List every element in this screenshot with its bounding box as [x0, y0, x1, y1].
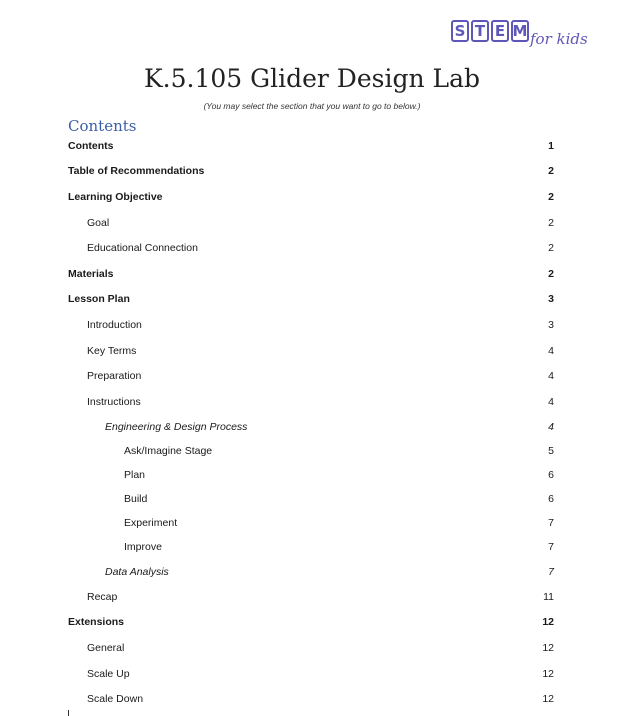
toc-entry-label: Recap	[87, 591, 118, 603]
toc-entry-label: Learning Objective	[68, 191, 163, 203]
toc-entry[interactable]	[0, 317, 624, 333]
toc-entry-label: Data Analysis	[105, 566, 169, 578]
toc-entry-page-number: 2	[548, 268, 554, 280]
toc-entry[interactable]	[0, 589, 624, 605]
toc-entry[interactable]	[0, 467, 624, 483]
document-title: K.5.105 Glider Design Lab	[143, 64, 481, 93]
toc-entry-page-number: 11	[543, 591, 554, 603]
toc-entry[interactable]	[0, 215, 624, 231]
logo-letter: T	[471, 20, 489, 42]
toc-entry[interactable]	[0, 443, 624, 459]
toc-entry-page-number: 12	[542, 642, 554, 654]
toc-entry[interactable]	[0, 419, 624, 435]
toc-entry[interactable]	[0, 394, 624, 410]
toc-entry-page-number: 7	[548, 541, 554, 553]
toc-entry-label: Instructions	[87, 396, 141, 408]
logo-tagline: for kids	[530, 30, 588, 48]
toc-entry[interactable]	[0, 666, 624, 682]
toc-entry-page-number: 2	[548, 191, 554, 203]
toc-entry-page-number: 4	[548, 345, 554, 357]
toc-entry-page-number: 1	[548, 140, 554, 152]
toc-entry-page-number: 3	[548, 319, 554, 331]
toc-entry-label: Scale Up	[87, 668, 130, 680]
document-subtitle: (You may select the section that you want to go to below.)	[203, 101, 421, 111]
toc-entry-page-number: 6	[548, 493, 554, 505]
toc-entry[interactable]	[0, 614, 624, 630]
toc-entry[interactable]	[0, 266, 624, 282]
toc-entry-page-number: 2	[548, 217, 554, 229]
toc-entry-label: Educational Connection	[87, 242, 198, 254]
toc-entry-page-number: 12	[542, 668, 554, 680]
toc-entry-page-number: 2	[548, 242, 554, 254]
toc-entry-page-number: 4	[548, 421, 554, 433]
toc-entry-label: Build	[124, 493, 148, 505]
toc-entry[interactable]	[0, 691, 624, 707]
logo-letter: S	[451, 20, 469, 42]
toc-entry-label: Table of Recommendations	[68, 165, 205, 177]
toc-entry[interactable]	[0, 240, 624, 256]
toc-entry[interactable]	[0, 515, 624, 531]
toc-entry-label: Engineering & Design Process	[105, 421, 248, 433]
toc-entry[interactable]	[0, 343, 624, 359]
toc-entry[interactable]	[0, 291, 624, 307]
toc-entry[interactable]	[0, 564, 624, 580]
toc-entry[interactable]	[0, 138, 624, 154]
toc-entry-page-number: 2	[548, 165, 554, 177]
toc-entry-label: General	[87, 642, 125, 654]
toc-entry-label: Key Terms	[87, 345, 137, 357]
logo-letter: M	[512, 22, 528, 40]
toc-entry-label: Materials	[68, 268, 114, 280]
toc-entry-page-number: 12	[542, 693, 554, 705]
toc-entry[interactable]	[0, 189, 624, 205]
toc-entry-page-number: 3	[548, 293, 554, 305]
toc-entry-label: Contents	[68, 140, 114, 152]
toc-entry-label: Experiment	[124, 517, 178, 529]
toc-entry-label: Introduction	[87, 319, 142, 331]
toc-entry-page-number: 5	[548, 445, 554, 457]
text-cursor	[68, 710, 69, 716]
toc-entry[interactable]	[0, 539, 624, 555]
toc-entry[interactable]	[0, 163, 624, 179]
toc-entry-label: Scale Down	[87, 693, 144, 705]
toc-entry[interactable]	[0, 640, 624, 656]
toc-entry-page-number: 12	[542, 616, 554, 628]
toc-entry-page-number: 7	[548, 517, 554, 529]
toc-entry-label: Preparation	[87, 370, 142, 382]
toc-entry-label: Plan	[124, 469, 146, 481]
toc-entry-page-number: 6	[548, 469, 554, 481]
toc-entry-label: Lesson Plan	[68, 293, 130, 305]
toc-entry[interactable]	[0, 368, 624, 384]
toc-entry-page-number: 7	[548, 566, 554, 578]
toc-entry-label: Extensions	[68, 616, 125, 628]
toc-entry-page-number: 4	[548, 396, 554, 408]
toc-entry-label: Improve	[124, 541, 162, 553]
toc-entry[interactable]	[0, 491, 624, 507]
toc-entry-label: Goal	[87, 217, 110, 229]
toc-entry-label: Ask/Imagine Stage	[124, 445, 213, 457]
logo-letter: E	[491, 20, 509, 42]
toc-entry-page-number: 4	[548, 370, 554, 382]
toc-heading: Contents	[68, 117, 137, 135]
